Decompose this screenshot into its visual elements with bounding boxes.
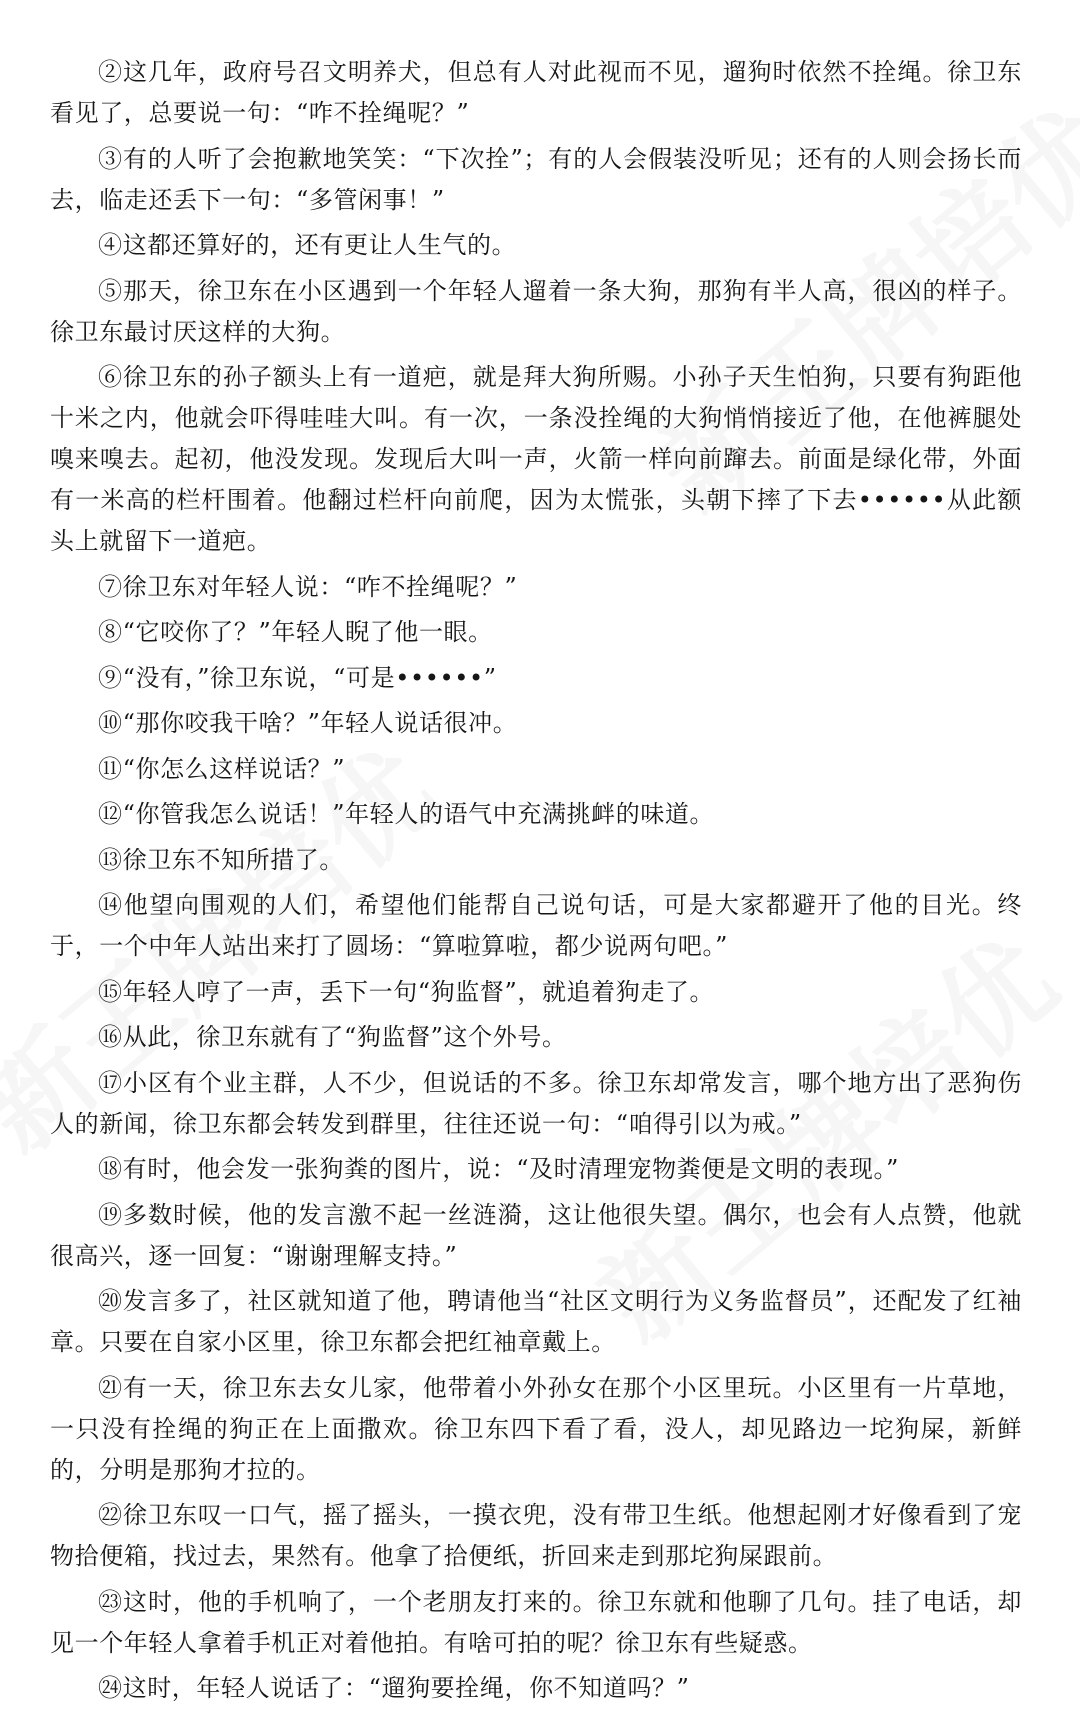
paragraph: ⑧“它咬你了？”年轻人睨了他一眼。 (98, 618, 493, 646)
paragraph: ㉒徐卫东叹一口气，摇了摇头，一摸衣兜，没有带卫生纸。他想起刚才好像看到了宠物拾便箱，找过去，果然有。他拿了拾便纸，折回来走到那坨狗屎跟前。 (50, 1501, 1022, 1570)
paragraph: ⑨“没有，”徐卫东说，“可是••••••” (98, 663, 497, 692)
paragraph: ⑲多数时候，他的发言激不起一丝涟漪，这让他很失望。偶尔，也会有人点赞，他就很高兴，逐一回复：“谢谢理解支持。” (50, 1200, 1022, 1270)
paragraph: ⑫“你管我怎么说话！”年轻人的语气中充满挑衅的味道。 (98, 800, 715, 828)
paragraph: ㉓这时，他的手机响了，一个老朋友打来的。徐卫东就和他聊了几句。挂了电话，却见一个年轻人拿着手机正对着他拍。有啥可拍的呢？徐卫东有些疑惑。 (50, 1587, 1022, 1657)
paragraph: ⑳发言多了，社区就知道了他，聘请他当“社区文明行为义务监督员”，还配发了红袖章。只要在自家小区里，徐卫东都会把红袖章戴上。 (50, 1287, 1022, 1356)
paragraph: ④这都还算好的，还有更让人生气的。 (98, 231, 517, 259)
paragraph: ⑰小区有个业主群，人不少，但说话的不多。徐卫东却常发言，哪个地方出了恶狗伤人的新闻，徐卫东都会转发到群里，往往还说一句：“咱得引以为戒。” (50, 1068, 1022, 1138)
paragraph: ⑭他望向围观的人们，希望他们能帮自己说句话，可是大家都避开了他的目光。终于，一个中年人站出来打了圆场：“算啦算啦，都少说两句吧。” (50, 891, 1022, 960)
paragraph: ⑩“那你咬我干啥？”年轻人说话很冲。 (98, 709, 518, 737)
paragraph: ③有的人听了会抱歉地笑笑：“下次拴”；有的人会假装没听见；还有的人则会扬长而去，临走还丢下一句：“多管闲事！” (50, 144, 1022, 214)
paragraph: ⑯从此，徐卫东就有了“狗监督”这个外号。 (98, 1023, 567, 1051)
paragraph: ⑥徐卫东的孙子额头上有一道疤，就是拜大狗所赐。小孙子天生怕狗，只要有狗距他十米之内，他就会吓得哇哇大叫。有一次，一条没拴绳的大狗悄悄接近了他，在他裤腿处嗅来嗅去。起初，他没发现。发现后大叫一声，火箭一样向前蹿去。前面是绿化带，外面有一米高的栏杆围着。他翻过栏杆向前爬，因为太慌张，头朝下摔了下去••••••从此额头上就留下一道疤。 (50, 363, 1022, 555)
paragraph: ㉑有一天，徐卫东去女儿家，他带着小外孙女在那个小区里玩。小区里有一片草地，一只没有拴绳的狗正在上面撒欢。徐卫东四下看了看，没人，却见路边一坨狗屎，新鲜的，分明是那狗才拉的。 (50, 1373, 1022, 1484)
paragraph: ⑱有时，他会发一张狗粪的图片，说：“及时清理宠物粪便是文明的表现。” (98, 1155, 899, 1183)
paragraph: ㉔这时，年轻人说话了：“遛狗要拴绳，你不知道吗？” (98, 1674, 690, 1702)
paragraph: ⑪“你怎么这样说话？” (98, 754, 346, 783)
document-page (50, 52, 1022, 1714)
paragraph: ⑬徐卫东不知所措了。 (98, 845, 344, 874)
paragraph: ⑤那天，徐卫东在小区遇到一个年轻人遛着一条大狗，那狗有半人高，很凶的样子。徐卫东最讨厌这样的大狗。 (50, 276, 1022, 346)
paragraph: ⑮年轻人哼了一声，丢下一句“狗监督”，就追着狗走了。 (98, 977, 715, 1006)
paragraph: ②这几年，政府号召文明养犬，但总有人对此视而不见，遛狗时依然不拴绳。徐卫东看见了，总要说一句：“咋不拴绳呢？” (50, 58, 1022, 127)
paragraph: ⑦徐卫东对年轻人说：“咋不拴绳呢？” (98, 572, 518, 601)
